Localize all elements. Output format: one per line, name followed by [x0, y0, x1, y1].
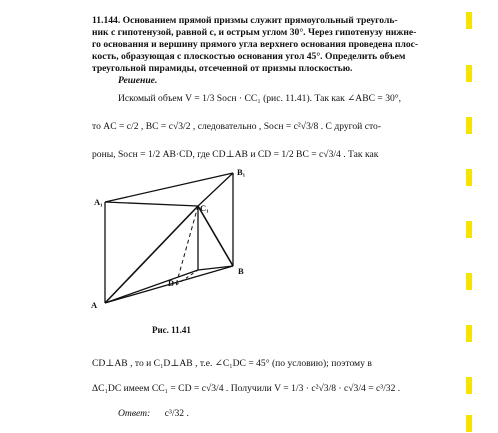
problem-text-1: Основанием прямой призмы служит прямоугольный треуголь-	[122, 15, 398, 26]
edge-a-b-base	[105, 270, 198, 303]
margin-marker-4	[466, 169, 472, 186]
solution-line-1: Искомый объем V = 1/3 Sосн · CC₁ (рис. 11.41). Так как ∠ABC = 30°,	[118, 93, 402, 104]
problem-line-5: треугольной пирамиды, отсеченной от призмы плоскостью.	[92, 63, 353, 74]
answer-label: Ответ:	[118, 408, 151, 419]
label-b: B	[238, 266, 244, 276]
solution-line-4: CD⊥AB , то и C₁D⊥AB , т.е. ∠C₁DC = 45° (по условию); поэтому в	[92, 358, 372, 369]
solution-line-2: то AC = c/2 , BC = c√3/2 , следовательно , Sосн = c²√3/8 . С другой сто-	[92, 121, 382, 132]
edge-c1-b1	[198, 173, 233, 206]
answer-value: c³/32 .	[164, 408, 189, 419]
edge-a1-b1	[105, 173, 233, 202]
edge-c1-b	[198, 206, 233, 266]
figure-caption: Рис. 11.41	[152, 325, 191, 335]
problem-line-3: го основания и вершину прямого угла верхнего основания проведена плос-	[92, 39, 419, 50]
problem-line-4: кость, образующая с плоскостью основания угол 45°. Определить объем	[92, 51, 406, 62]
margin-marker-8	[466, 377, 472, 394]
margin-marker-5	[466, 221, 472, 238]
solution-line-5: ΔC₁DC имеем CC₁ = CD = c√3/4 . Получили V = 1/3 · c²√3/8 · c√3/4 = c³/32 .	[92, 383, 401, 394]
problem-line-1	[92, 15, 398, 26]
problem-number: 11.144.	[92, 15, 121, 26]
solution-heading: Решение.	[118, 75, 158, 86]
margin-marker-1	[466, 12, 472, 29]
margin-marker-3	[466, 117, 472, 134]
label-a1: A₁	[94, 197, 103, 207]
margin-marker-2	[466, 65, 472, 82]
prism-figure	[90, 165, 280, 335]
label-a: A	[91, 300, 98, 310]
label-d: D	[168, 278, 175, 288]
solution-line-3: роны, Sосн = 1/2 AB·CD, где CD⊥AB и CD = 1/2 BC = c√3/4 . Так как	[92, 149, 379, 160]
answer-line	[118, 408, 189, 419]
margin-marker-9	[466, 415, 472, 432]
edge-a1-c1	[105, 202, 198, 206]
margin-marker-7	[466, 325, 472, 342]
margin-marker-6	[466, 273, 472, 290]
label-b1: B₁	[237, 167, 246, 177]
problem-line-2: ник с гипотенузой, равной c, и острым углом 30°. Через гипотенузу нижне-	[92, 27, 417, 38]
label-c1: C₁	[200, 203, 209, 213]
